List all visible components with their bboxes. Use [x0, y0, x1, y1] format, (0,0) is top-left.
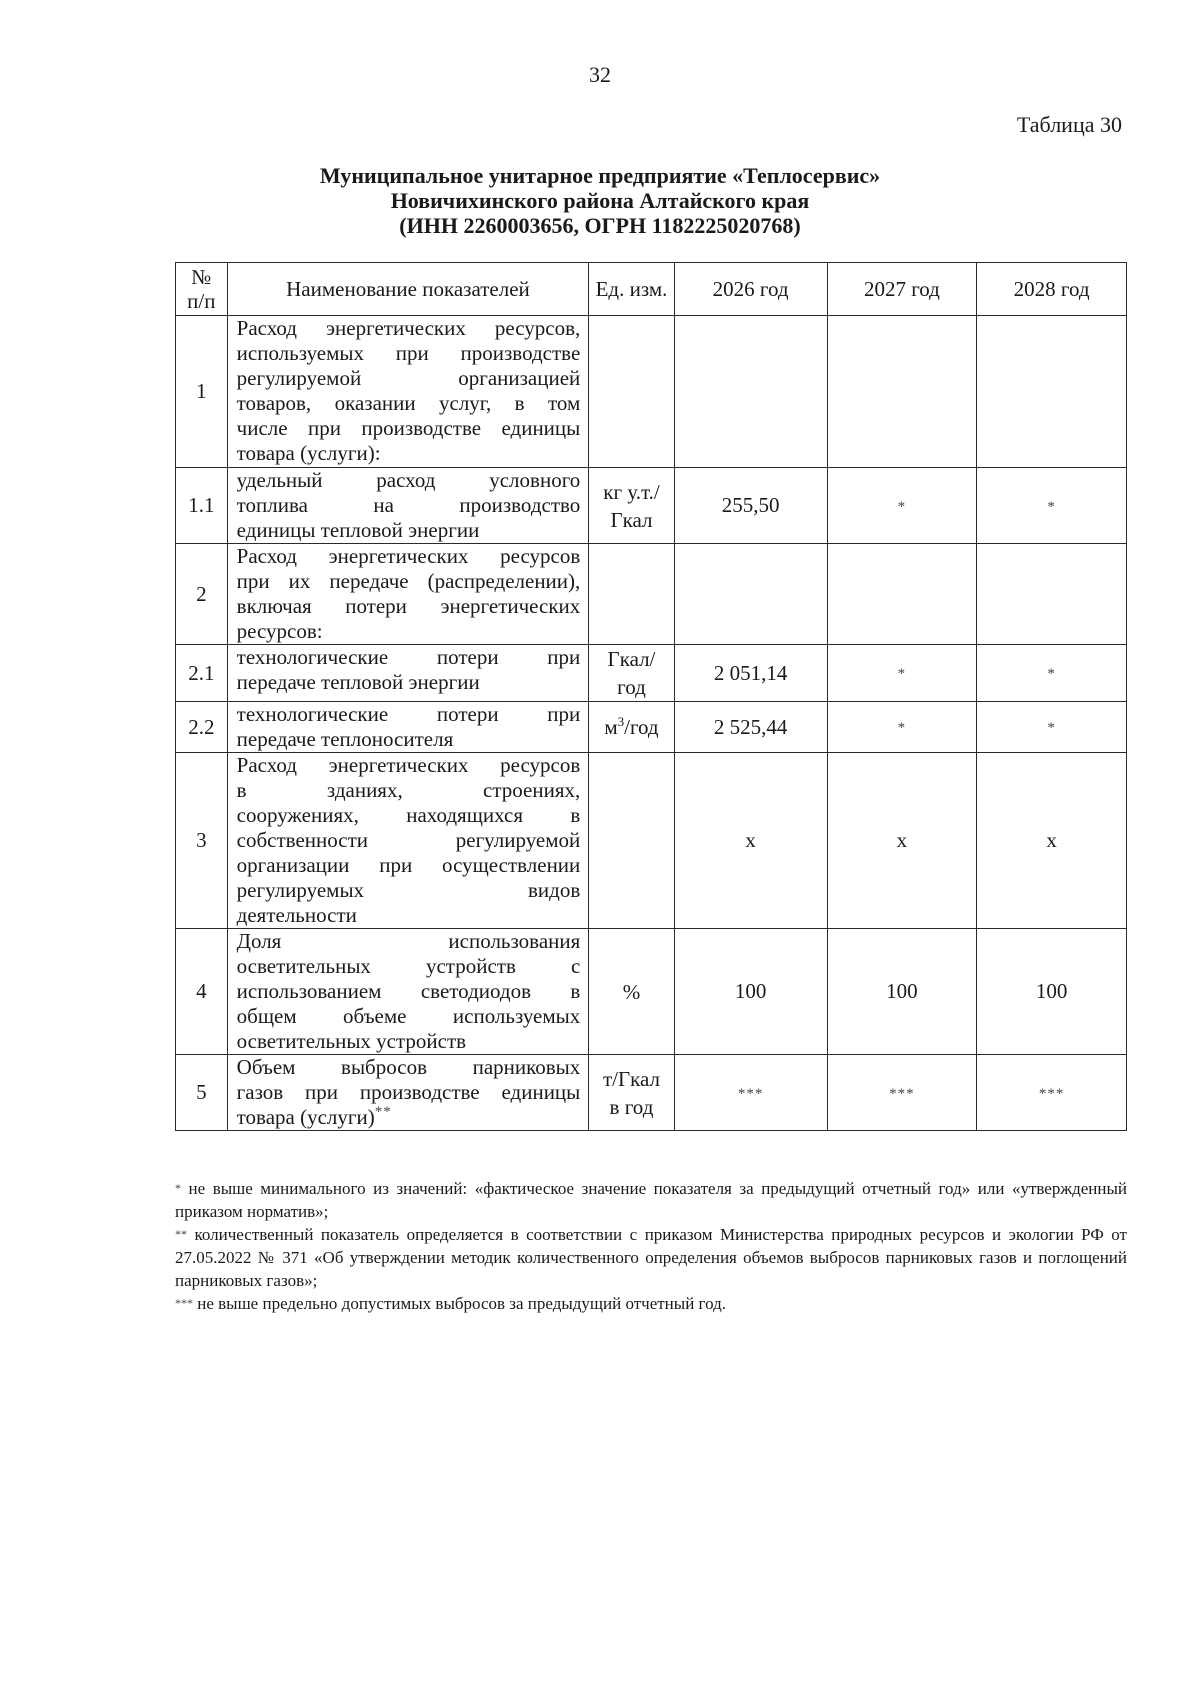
value-2026: 100: [674, 929, 827, 1055]
table-row: [176, 316, 1127, 468]
org-title-line-3: (ИНН 2260003656, ОГРН 1182225020768): [399, 213, 801, 238]
indicator-name-line: Доля использования: [236, 929, 581, 953]
indicator-name-line: числе при производстве единицы: [236, 416, 581, 440]
table-row: [176, 645, 1127, 702]
footnote-text: количественный показатель определяется в соответствии с приказом Министерства природных ресурсов и экологии РФ от 27.05.2022 № 371 «Об утверждении методик количественного определения объемов выбросов парниковых газов и поглощений парниковых газов»;: [175, 1225, 1127, 1290]
unit-line: Гкал/: [607, 647, 656, 671]
unit-line: %: [622, 979, 641, 1004]
indicator-name-line: Объем выбросов парниковых: [236, 1055, 581, 1079]
row-indicator-name: [227, 753, 589, 929]
indicator-name-line: используемых при производстве: [236, 341, 581, 365]
indicator-name-line: ресурсов:: [236, 619, 323, 643]
row-unit: [589, 1055, 674, 1131]
header-2027: 2027 год: [827, 263, 977, 316]
value-2026: 255,50: [674, 468, 827, 544]
row-number: 5: [176, 1055, 228, 1131]
indicator-name-line: при их передаче (распределении),: [236, 569, 581, 593]
indicator-name-line: деятельности: [236, 903, 357, 927]
footnote-text: не выше предельно допустимых выбросов за предыдущий отчетный год.: [193, 1294, 727, 1313]
indicator-name-line: регулируемых видов: [236, 878, 581, 902]
value-2026: х: [674, 753, 827, 929]
indicator-name-line: единицы тепловой энергии: [236, 518, 480, 542]
indicator-name-line: собственности регулируемой: [236, 828, 581, 852]
row-number: 2: [176, 544, 228, 645]
value-2027: х: [827, 753, 977, 929]
indicator-name-line: технологические потери при: [236, 702, 581, 726]
value-star-mark: *: [1047, 720, 1056, 736]
row-indicator-name: [227, 544, 589, 645]
footnote-1: [175, 1177, 1127, 1223]
indicator-name-line: Расход энергетических ресурсов,: [236, 316, 581, 340]
row-indicator-name: [227, 702, 589, 753]
indicator-name-line: передаче тепловой энергии: [236, 670, 480, 694]
value-star-mark: *: [897, 498, 907, 515]
row-unit: [589, 753, 674, 929]
header-2028: 2028 год: [977, 263, 1127, 316]
value-2027: [827, 1055, 977, 1131]
indicator-name-line: включая потери энергетических: [236, 594, 581, 618]
unit-line: год: [617, 675, 646, 699]
value-2027: [827, 316, 977, 468]
value-star-mark: *: [1047, 498, 1056, 515]
value-2028: х: [977, 753, 1127, 929]
unit-rest: /год: [624, 715, 659, 739]
table-row: [176, 468, 1127, 544]
indicator-name-line: передаче теплоносителя: [236, 727, 454, 751]
header-2026: 2026 год: [674, 263, 827, 316]
row-unit: [589, 929, 674, 1055]
value-2028: [977, 645, 1127, 702]
row-indicator-name: [227, 645, 589, 702]
value-2026: [674, 316, 827, 468]
value-2027: [827, 544, 977, 645]
value-2027: [827, 702, 977, 753]
indicator-name-line: товаров, оказании услуг, в том: [236, 391, 581, 415]
unit-superscript: 3: [617, 714, 625, 729]
row-unit: [589, 645, 674, 702]
table-header-row: [176, 263, 1127, 316]
value-2028: 100: [977, 929, 1127, 1055]
value-2026: 2 051,14: [674, 645, 827, 702]
indicator-name-text: товара (услуги): [236, 1105, 375, 1129]
footnote-ref: **: [374, 1104, 392, 1120]
footnote-mark: *: [175, 1181, 181, 1195]
indicator-name-line: удельный расход условного: [236, 468, 581, 492]
row-indicator-name: [227, 929, 589, 1055]
indicator-name-line: осветительных устройств: [236, 1029, 467, 1053]
row-indicator-name: [227, 316, 589, 468]
row-unit: [589, 468, 674, 544]
value-star-mark: *: [897, 720, 907, 736]
value-2028: [977, 316, 1127, 468]
value-star-mark: ***: [737, 1085, 764, 1102]
footnote-text: не выше минимального из значений: «фактическое значение показателя за предыдущий отчетный год» или «утвержденный приказом норматив»;: [175, 1179, 1127, 1221]
table-row: [176, 753, 1127, 929]
table-row: [176, 1055, 1127, 1131]
value-2026: [674, 1055, 827, 1131]
indicator-name-line: товара (услуги):: [236, 441, 381, 465]
footnote-2: [175, 1223, 1127, 1292]
row-unit: [589, 316, 674, 468]
row-number: 1.1: [176, 468, 228, 544]
indicator-name-line: технологические потери при: [236, 645, 581, 669]
footnote-mark: ***: [175, 1296, 193, 1310]
table-row: [176, 544, 1127, 645]
table-row: [176, 929, 1127, 1055]
header-unit: Ед. изм.: [589, 263, 674, 316]
indicator-name-line: Расход энергетических ресурсов: [236, 753, 581, 777]
value-star-mark: *: [897, 666, 907, 682]
value-2027: 100: [827, 929, 977, 1055]
value-2028: [977, 1055, 1127, 1131]
org-title-line-2: Новичихинского района Алтайского края: [390, 188, 810, 213]
row-number: 1: [176, 316, 228, 468]
header-num: № п/п: [176, 263, 228, 316]
table-row: [176, 702, 1127, 753]
unit-line: Гкал: [610, 507, 653, 532]
table-label: Таблица 30: [1016, 112, 1122, 137]
footnote-3: [175, 1292, 1127, 1315]
row-indicator-name: [227, 1055, 589, 1131]
page-number: 32: [589, 62, 611, 87]
value-2027: [827, 468, 977, 544]
indicator-name-line: сооружениях, находящихся в: [236, 803, 581, 827]
indicators-table: [175, 262, 1127, 1131]
indicator-name-line: использованием светодиодов в: [236, 979, 581, 1003]
unit-line: кг у.т./: [603, 479, 660, 504]
unit-line: т/Гкал: [602, 1066, 660, 1091]
value-star-mark: ***: [1038, 1085, 1065, 1102]
value-2026: [674, 544, 827, 645]
organization-title: [0, 163, 1200, 238]
indicator-name-line: топлива на производство: [236, 493, 581, 517]
indicator-name-line: организации при осуществлении: [236, 853, 581, 877]
value-2028: [977, 544, 1127, 645]
indicator-name-line: Расход энергетических ресурсов: [236, 544, 581, 568]
value-2028: [977, 702, 1127, 753]
value-2026: 2 525,44: [674, 702, 827, 753]
indicator-name-line: газов при производстве единицы: [236, 1080, 581, 1104]
row-number: 2.2: [176, 702, 228, 753]
unit-line: в год: [609, 1094, 654, 1119]
indicator-name-line: в зданиях, строениях,: [236, 778, 581, 802]
value-star-mark: ***: [889, 1085, 915, 1102]
header-name: Наименование показателей: [227, 263, 589, 316]
row-unit: [589, 702, 674, 753]
row-number: 2.1: [176, 645, 228, 702]
value-star-mark: *: [1047, 666, 1056, 682]
indicator-name-line: [237, 1105, 581, 1130]
row-number: 3: [176, 753, 228, 929]
org-title-line-1: Муниципальное унитарное предприятие «Теплосервис»: [319, 163, 881, 188]
value-2028: [977, 468, 1127, 544]
value-2027: [827, 645, 977, 702]
row-unit: [589, 544, 674, 645]
indicator-name-line: осветительных устройств с: [236, 954, 581, 978]
indicator-name-line: регулируемой организацией: [236, 366, 581, 390]
row-indicator-name: [227, 468, 589, 544]
unit-base: м: [604, 715, 618, 739]
row-number: 4: [176, 929, 228, 1055]
footnote-mark: **: [175, 1227, 187, 1241]
footnotes: [175, 1177, 1127, 1315]
indicator-name-line: общем объеме используемых: [236, 1004, 581, 1028]
